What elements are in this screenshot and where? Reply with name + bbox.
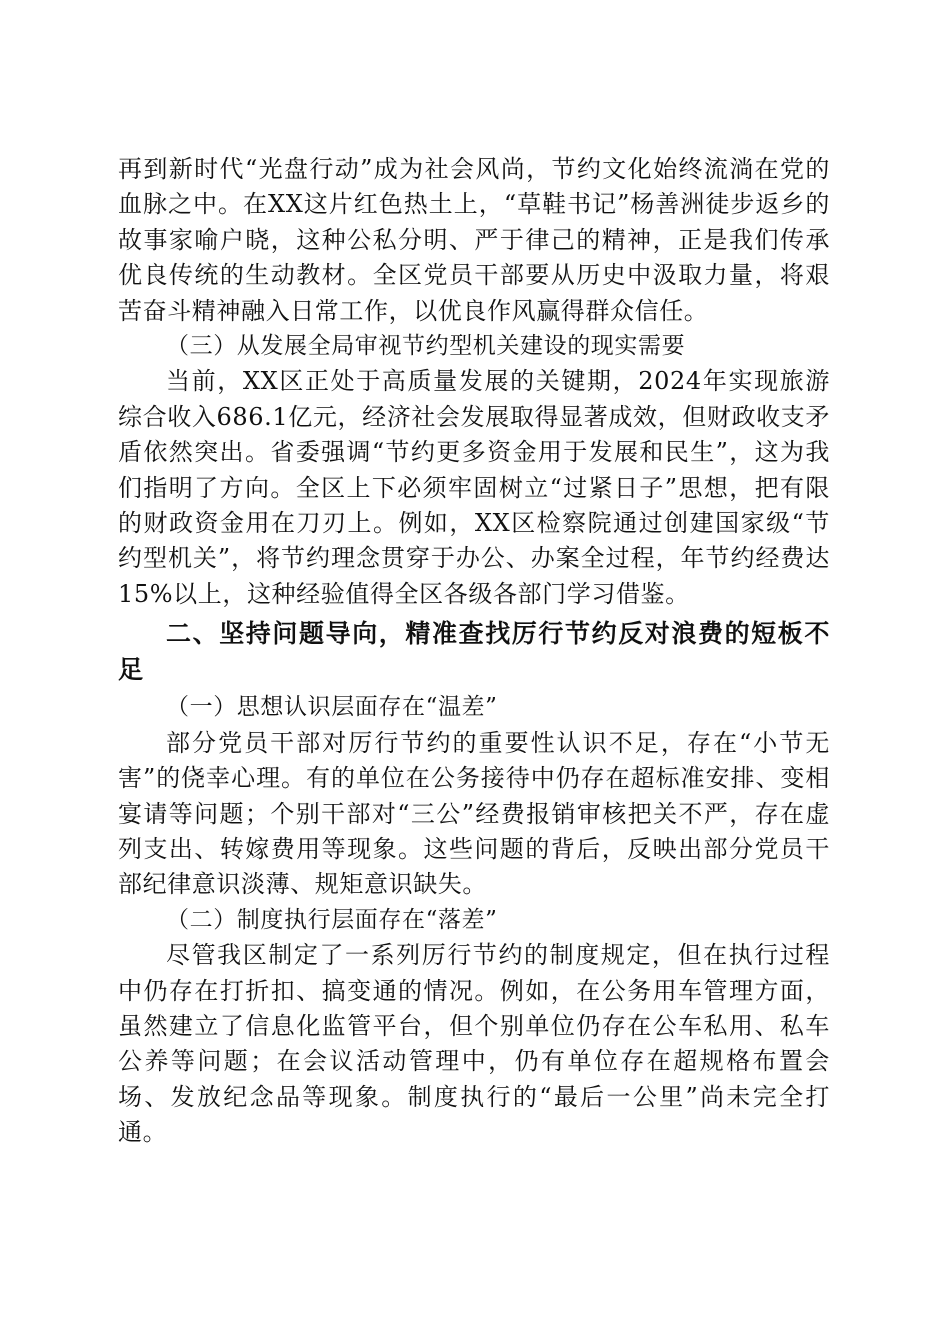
subheading-1-3: （三）从发展全局审视节约型机关建设的现实需要 — [166, 333, 686, 360]
section-heading-2: 二、坚持问题导向，精准查找厉行节约反对浪费的短板不足 — [118, 619, 830, 685]
paragraph-history: 再到新时代“光盘行动”成为社会风尚，节约文化始终流淌在党的血脉之中。在XX这片红色热土上，“草鞋书记”杨善洲徒步返乡的故事家喻户晓，这种公私分明、严于律己的精神，正是我们传承优良传统的生动教材。全区党员干部要从历史中汲取力量，将艰苦奋斗精神融入日常工作，以优良作风赢得群众信任。 — [118, 155, 830, 325]
subheading-2-2: （二）制度执行层面存在“落差” — [166, 906, 498, 933]
paragraph-development: 当前，XX区正处于高质量发展的关键期，2024年实现旅游综合收入686.1亿元，经济社会发展取得显著成效，但财政收支矛盾依然突出。省委强调“节约更多资金用于发展和民生”，这为我们指明了方向。全区上下必须牢固树立“过紧日子”思想，把有限的财政资金用在刀刃上。例如，XX区检察院通过创建国家级“节约型机关”，将节约理念贯穿于办公、办案全过程，年节约经费达15%以上，这种经验值得全区各级各部门学习借鉴。 — [118, 367, 830, 608]
paragraph-execution: 尽管我区制定了一系列厉行节约的制度规定，但在执行过程中仍存在打折扣、搞变通的情况。例如，在公务用车管理方面，虽然建立了信息化监管平台，但个别单位仍存在公车私用、私车公养等问题；在会议活动管理中，仍有单位存在超规格布置会场、发放纪念品等现象。制度执行的“最后一公里”尚未完全打通。 — [118, 941, 830, 1147]
document-page — [118, 152, 830, 1151]
paragraph-awareness: 部分党员干部对厉行节约的重要性认识不足，存在“小节无害”的侥幸心理。有的单位在公务接待中仍存在超标准安排、变相宴请等问题；个别干部对“三公”经费报销审核把关不严，存在虚列支出、转嫁费用等现象。这些问题的背后，反映出部分党员干部纪律意识淡薄、规矩意识缺失。 — [118, 728, 830, 899]
subheading-2-1: （一）思想认识层面存在“温差” — [166, 694, 498, 721]
